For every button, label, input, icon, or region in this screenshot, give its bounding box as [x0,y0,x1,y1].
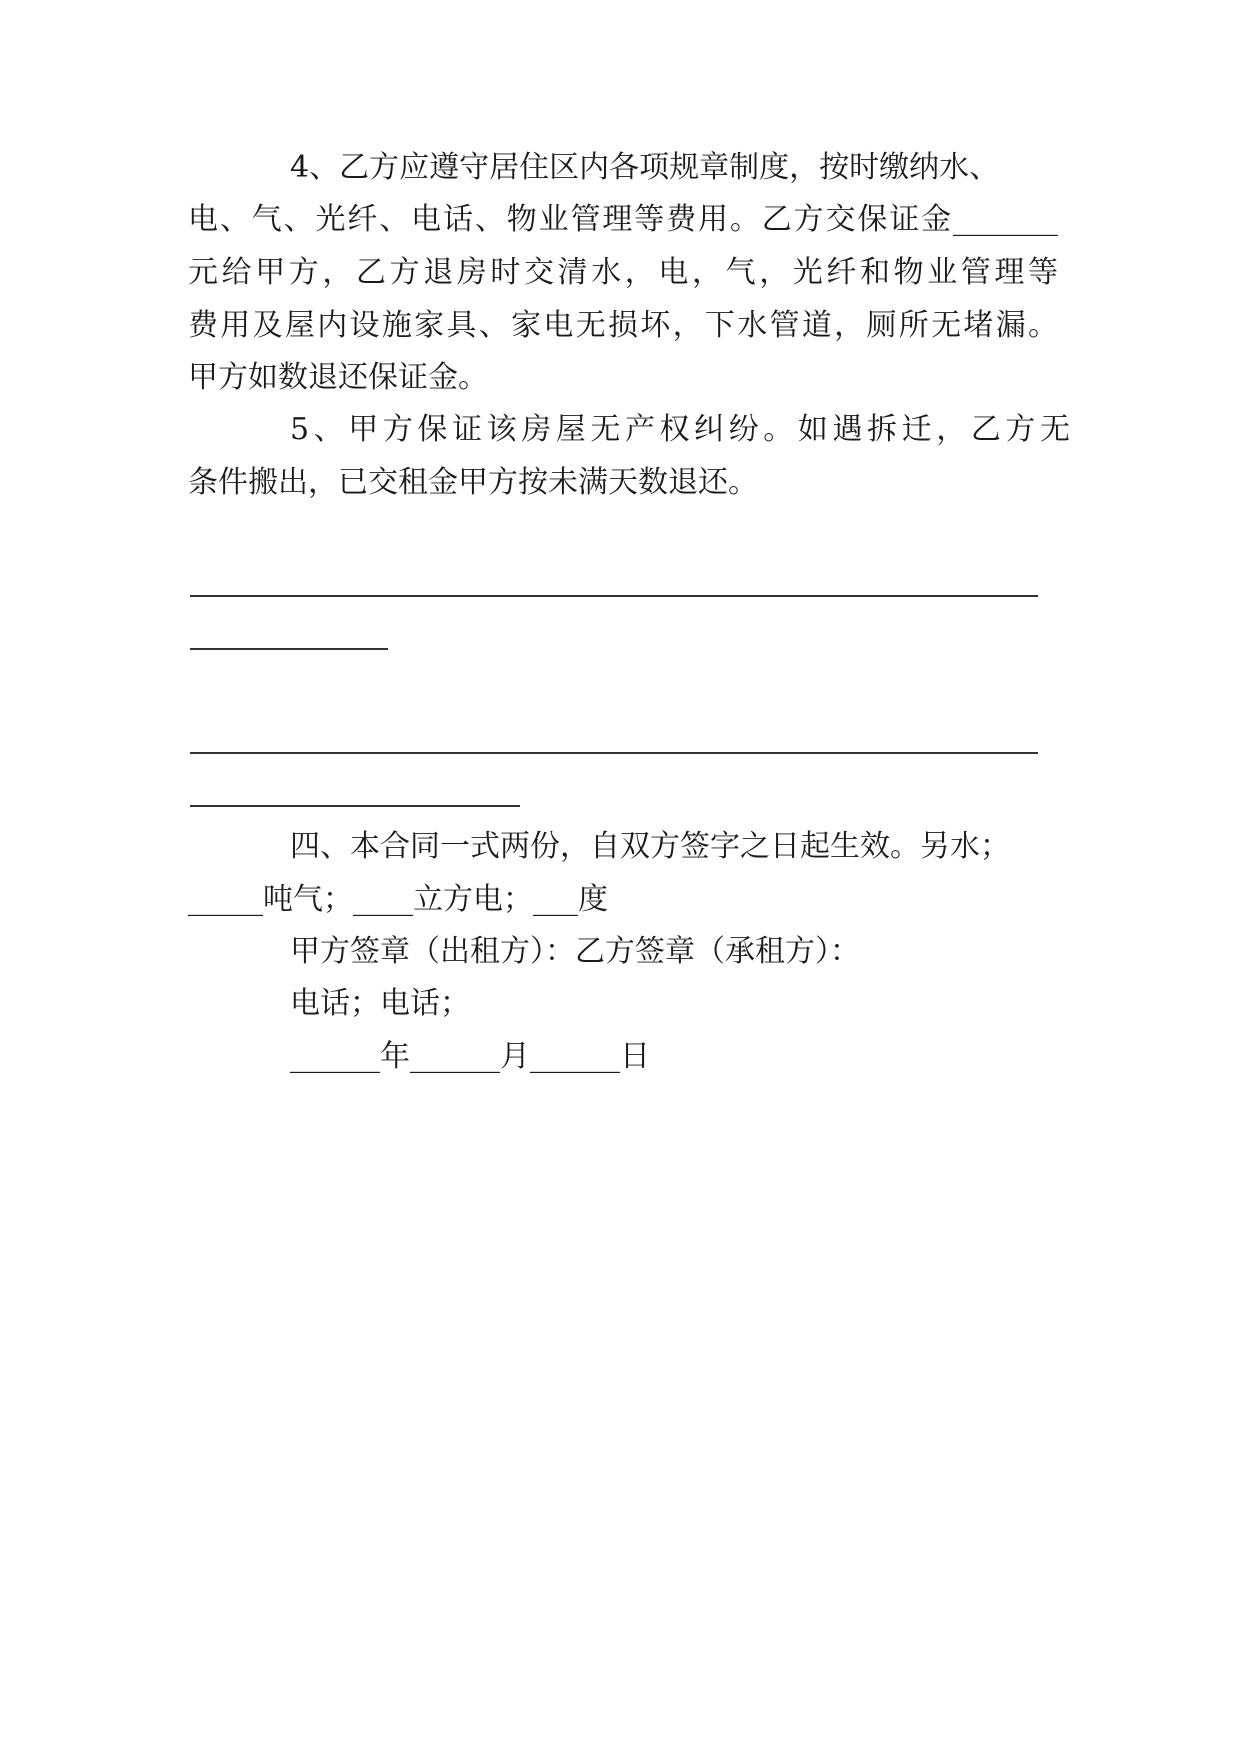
clause-4-line-1: 4、乙方应遵守居住区内各项规章制度，按时缴纳水、 [290,150,1000,185]
clause-4-line-4: 费用及屋内设施家具、家电无损坏，下水管道，厕所无堵漏。 [188,308,1058,343]
clause-four-line-1: 四、本合同一式两份，自双方签字之日起生效。另水； [290,829,1010,864]
remarks-blank-line-4 [190,805,520,807]
remarks-blank-line-3 [190,752,1038,754]
clause-5-line-2: 条件搬出，已交租金甲方按未满天数退还。 [188,465,758,500]
signature-line: 甲方签章（出租方）：乙方签章（承租方）： [290,934,860,969]
remarks-blank-line-1 [190,595,1038,597]
clause-4-line-2: 电、气、光纤、电话、物业管理等费用。乙方交保证金_______ [188,202,1058,237]
clause-4-line-5: 甲方如数退还保证金。 [188,360,488,395]
clause-4-line-3: 元给甲方，乙方退房时交清水，电，气，光纤和物业管理等 [188,255,1058,290]
remarks-blank-line-2 [190,648,388,650]
date-line: ______年______月______日 [290,1039,650,1074]
clause-5-line-1: 5、甲方保证该房屋无产权纠纷。如遇拆迁，乙方无 [290,412,1070,447]
phone-line: 电话；电话； [290,986,470,1021]
clause-four-line-2: _____吨气；____立方电；___度 [188,882,608,917]
